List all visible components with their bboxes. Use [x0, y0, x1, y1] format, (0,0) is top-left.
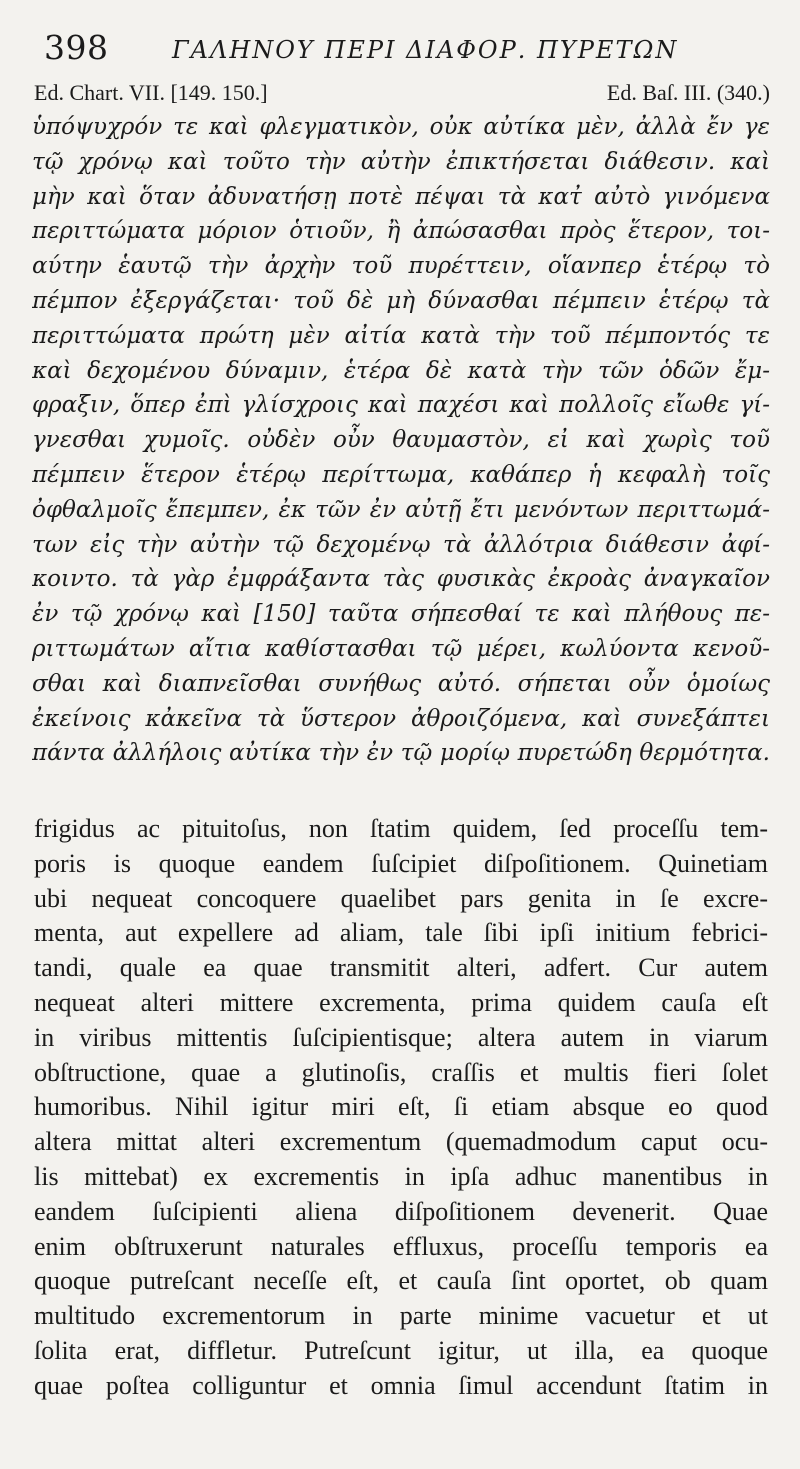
- latin-text-line: poris is quoque eandem ſuſcipiet diſpoſitionem. Quinetiam: [34, 848, 768, 878]
- edition-reference-line: [34, 80, 770, 110]
- latin-text-line: lis mittebat) ex excrementis in ipſa adhuc manentibus in: [34, 1161, 768, 1191]
- latin-text-line: eandem ſuſcipienti aliena diſpoſitionem devenerit. Quae: [34, 1196, 768, 1226]
- latin-text-line: frigidus ac pituitoſus, non ſtatim quidem, ſed proceſſu tem-: [34, 814, 768, 843]
- greek-text-line: ἐν τῷ χρόνῳ καὶ [150] ταῦτα σήπεσθαί τε καὶ πλήθους πε-: [32, 601, 770, 628]
- greek-text-line: περιττώματα πρώτη μὲν αἰτία κατὰ τὴν τοῦ πέμποντός τε: [32, 322, 770, 349]
- greek-text-line: των εἰς τὴν αὐτὴν τῷ δεχομένῳ τὰ ἀλλότρια διάθεσιν ἀφί-: [32, 531, 770, 558]
- greek-text-line: ἐκείνοις κἀκεῖνα τὰ ὕστερον ἀθροιζόμενα, καὶ συνεξάπτει: [32, 705, 770, 732]
- latin-text-line: quoque putreſcant neceſſe eſt, et cauſa ſint oportet, ob quam: [34, 1266, 768, 1296]
- greek-text-line: καὶ δεχομένου δύναμιν, ἑτέρα δὲ κατὰ τὴν τῶν ὁδῶν ἔμ-: [32, 357, 770, 384]
- greek-text-line: περιττώματα μόριον ὁτιοῦν, ἢ ἀπώσασθαι πρὸς ἕτερον, τοι-: [32, 218, 770, 245]
- page-header: [44, 22, 770, 72]
- latin-text-line: humoribus. Nihil igitur miri eſt, ſi etiam absque eo quod: [34, 1092, 768, 1122]
- latin-text-line: in viribus mittentis ſuſcipientisque; altera autem in viarum: [34, 1022, 768, 1052]
- latin-text-line: obſtructione, quae a glutinoſis, craſſis et multis fieri ſolet: [34, 1057, 768, 1087]
- edition-basel-reference: Ed. Baſ. III. (340.): [606, 80, 770, 105]
- greek-text-line: ριττωμάτων αἴτια καθίστασθαι τῷ μέρει, κωλύοντα κενοῦ-: [32, 635, 770, 662]
- greek-text-line: αύτην ἑαυτῷ τὴν ἀρχὴν τοῦ πυρέττειν, οἵανπερ ἑτέρῳ τὸ: [32, 253, 770, 280]
- latin-text-line: multitudo excrementorum in parte minime vacuetur et ut: [34, 1301, 768, 1331]
- greek-text-line: πέμπον ἐξεργάζεται· τοῦ δὲ μὴ δύνασθαι πέμπειν ἑτέρῳ τὰ: [32, 287, 770, 314]
- greek-text-line: κοιντο. τὰ γὰρ ἐμφράξαντα τὰς φυσικὰς ἐκροὰς ἀναγκαῖον: [32, 566, 770, 593]
- latin-translation-block: [34, 812, 768, 1404]
- greek-text-line: γνεσθαι χυμοῖς. οὐδὲν οὖν θαυμαστὸν, εἰ καὶ χωρὶς τοῦ: [32, 427, 770, 454]
- greek-text-line: μὴν καὶ ὅταν ἀδυνατήσῃ ποτὲ πέψαι τὰ κατ̓ αὐτὸ γινόμενα: [32, 183, 770, 210]
- latin-text-line: nequeat alteri mittere excrementa, prima quidem cauſa eſt: [34, 987, 768, 1017]
- latin-text-line: enim obſtruxerunt naturales effluxus, proceſſu temporis ea: [34, 1231, 768, 1261]
- greek-text-line: τῷ χρόνῳ καὶ τοῦτο τὴν αὐτὴν ἐπικτήσεται διάθεσιν. καὶ: [32, 148, 770, 175]
- latin-text-line: menta, aut expellere ad aliam, tale ſibi ipſi initium febrici-: [34, 918, 768, 948]
- page-number: 398: [44, 28, 109, 67]
- latin-text-line: quae poſtea colliguntur et omnia ſimul accendunt ſtatim in: [34, 1370, 768, 1400]
- greek-text-line: ὑπόψυχρόν τε καὶ φλεγματικὸν, οὐκ αὐτίκα μὲν, ἀλλὰ ἔν γε: [32, 114, 770, 140]
- edition-chartier-reference: Ed. Chart. VII. [149. 150.]: [34, 80, 268, 105]
- latin-text-line: tandi, quale ea quae transmitit alteri, adfert. Cur autem: [34, 953, 768, 983]
- greek-text-block: [32, 110, 770, 771]
- running-title: ΓΑΛΗΝΟΥ ΠΕΡΙ ΔΙΑΦΟΡ. ΠΥΡΕΤΩΝ: [172, 36, 679, 64]
- latin-text-line: altera mittat alteri excrementum (quemadmodum caput ocu-: [34, 1127, 768, 1157]
- greek-text-line: σθαι καὶ διαπνεῖσθαι συνήθως αὐτό. σήπεται οὖν ὁμοίως: [32, 670, 770, 697]
- greek-text-line: φραξιν, ὅπερ ἐπὶ γλίσχροις καὶ παχέσι καὶ πολλοῖς εἴωθε γί-: [32, 392, 770, 419]
- greek-text-line: πάντα ἀλλήλοις αὐτίκα τὴν ἐν τῷ μορίῳ πυρετώδη θερμότητα.: [32, 740, 770, 767]
- greek-text-line: πέμπειν ἕτερον ἑτέρῳ περίττωμα, καθάπερ ἡ κεφαλὴ τοῖς: [32, 461, 770, 488]
- greek-text-line: ὀφθαλμοῖς ἔπεμπεν, ἐκ τῶν ἐν αὐτῇ ἔτι μενόντων περιττωμά-: [32, 496, 770, 523]
- latin-text-line: ubi nequeat concoquere quaelibet pars genita in ſe excre-: [34, 883, 768, 913]
- latin-text-line: ſolita erat, diffletur. Putreſcunt igitur, ut illa, ea quoque: [34, 1335, 768, 1365]
